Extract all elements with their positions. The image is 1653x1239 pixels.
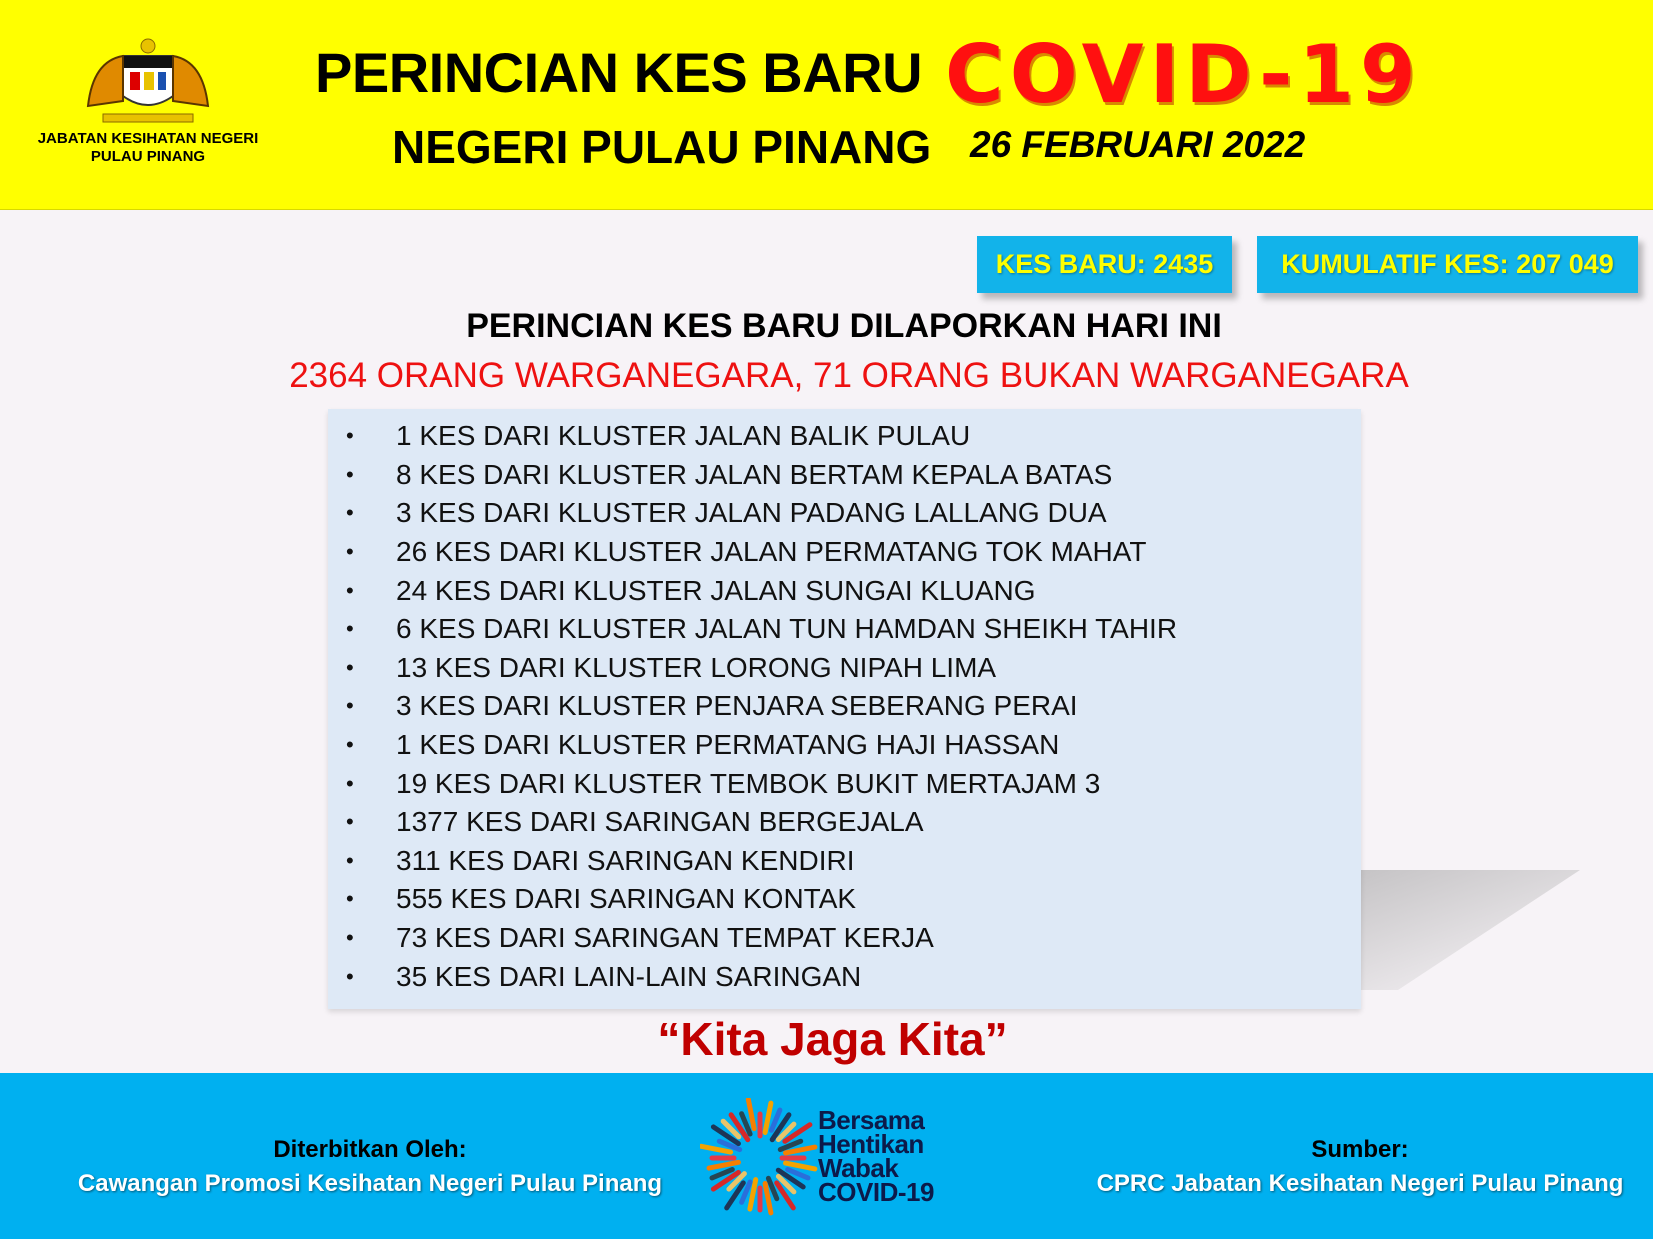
burst-ray [709,1162,738,1168]
case-list-item [328,764,1361,803]
bullet-icon: • [346,847,354,873]
new-cases-badge: KES BARU: 2435 [977,236,1232,293]
report-date: 26 FEBRUARI 2022 [970,124,1306,165]
section-title: PERINCIAN KES BARU DILAPORKAN HARI INI [466,307,1222,345]
bullet-icon: • [346,886,354,912]
case-list-item [328,842,1361,881]
case-list-item [328,571,1361,610]
section-subtitle: 2364 ORANG WARGANEGARA, 71 ORANG BUKAN WARGANEGARA [289,356,1409,395]
case-text: 35 KES DARI LAIN-LAIN SARINGAN [396,960,862,992]
case-list-item [328,880,1361,919]
source-label: Sumber: [1311,1136,1409,1163]
campaign-burst-icon [700,1098,820,1218]
case-text: 311 KES DARI SARINGAN KENDIRI [396,844,855,876]
source-value: CPRC Jabatan Kesihatan Negeri Pulau Pinang [1096,1170,1624,1197]
case-text: 3 KES DARI KLUSTER PENJARA SEBERANG PERAI [396,690,1078,722]
bullet-icon: • [346,963,354,989]
case-list-item [328,649,1361,688]
case-text: 13 KES DARI KLUSTER LORONG NIPAH LIMA [396,651,997,683]
covid-title: COVID-19 [945,28,1422,121]
case-list-item [328,494,1361,533]
state-subtitle: NEGERI PULAU PINANG [392,121,932,173]
case-list [328,417,1361,996]
bullet-icon: • [346,732,354,758]
source-block [1085,1133,1635,1201]
bullet-icon: • [346,693,354,719]
case-text: 1 KES DARI KLUSTER PERMATANG HAJI HASSAN [396,729,1060,761]
case-text: 24 KES DARI KLUSTER JALAN SUNGAI KLUANG [396,574,1036,606]
case-text: 26 KES DARI KLUSTER JALAN PERMATANG TOK MAHAT [396,536,1147,568]
slogan: “Kita Jaga Kita” [657,1013,1008,1065]
case-text: 1377 KES DARI SARINGAN BERGEJALA [396,806,924,838]
campaign-line: Wabak [818,1153,899,1183]
bullet-icon: • [346,809,354,835]
burst-ray [701,1146,730,1152]
publisher-label: Diterbitkan Oleh: [273,1136,467,1163]
case-text: 3 KES DARI KLUSTER JALAN PADANG LALLANG DUA [396,497,1107,529]
footer [0,1073,1653,1239]
case-list-item [328,456,1361,495]
bullet-icon: • [346,925,354,951]
case-list-item [328,919,1361,958]
case-text: 6 KES DARI KLUSTER JALAN TUN HAMDAN SHEIKH TAHIR [396,613,1178,645]
case-list-item [328,610,1361,649]
campaign-logo [700,1098,970,1228]
bullet-icon: • [346,616,354,642]
campaign-text [818,1105,934,1207]
bullet-icon: • [346,654,354,680]
bullet-icon: • [346,539,354,565]
case-list-item [328,687,1361,726]
case-list-panel [328,409,1361,1009]
department-name: JABATAN KESIHATAN NEGERI PULAU PINANG [37,130,259,165]
cumulative-cases-badge: KUMULATIF KES: 207 049 [1257,236,1638,293]
publisher-block [40,1133,700,1201]
case-list-item [328,533,1361,572]
bullet-icon: • [346,461,354,487]
coat-of-arms-logo [78,36,218,126]
publisher-value: Cawangan Promosi Kesihatan Negeri Pulau Pinang [77,1170,663,1197]
burst-ray [748,1099,754,1128]
campaign-line: COVID-19 [818,1177,934,1207]
case-text: 555 KES DARI SARINGAN KONTAK [396,883,857,915]
bullet-icon: • [346,770,354,796]
case-list-item [328,957,1361,996]
header-banner [0,0,1653,210]
case-text: 1 KES DARI KLUSTER JALAN BALIK PULAU [396,420,971,452]
bullet-icon: • [346,423,354,449]
bullet-icon: • [346,500,354,526]
bullet-icon: • [346,577,354,603]
campaign-line: Bersama [818,1105,925,1135]
case-text: 8 KES DARI KLUSTER JALAN BERTAM KEPALA BATAS [396,458,1113,490]
case-list-item [328,726,1361,765]
case-list-item [328,417,1361,456]
case-text: 19 KES DARI KLUSTER TEMBOK BUKIT MERTAJAM 3 [396,767,1101,799]
page-title: PERINCIAN KES BARU [315,41,923,104]
campaign-line: Hentikan [818,1129,924,1159]
case-list-item [328,803,1361,842]
case-text: 73 KES DARI SARINGAN TEMPAT KERJA [396,922,934,954]
